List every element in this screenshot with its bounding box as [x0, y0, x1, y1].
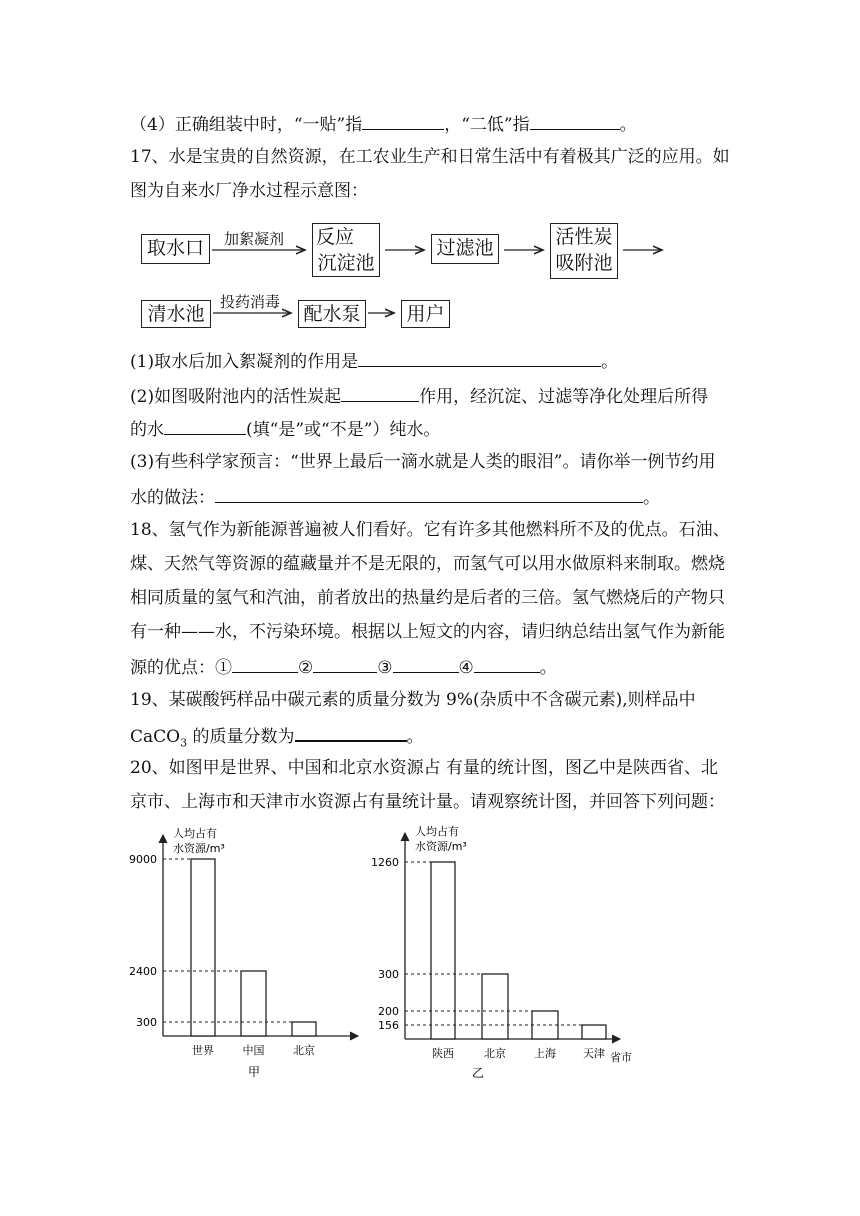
q18-text-d: ④ — [458, 658, 474, 678]
y-axis-label-line1: 人均占有 — [173, 827, 217, 840]
answer-blank[interactable] — [295, 724, 407, 742]
y-tick-label: 300 — [378, 968, 399, 981]
q16-text-c: 。 — [619, 115, 637, 135]
chart-caption: 甲 — [247, 1065, 261, 1079]
q17-sub2-text2: 作用，经沉淀、过滤等净化处理后所得 — [419, 387, 709, 407]
q17-sub3-text: 水的做法： — [130, 488, 215, 508]
flow-arrow-label-disinfect: 投药消毒 — [220, 293, 281, 311]
x-axis-label: 省市 — [610, 1051, 632, 1064]
x-tick-label: 上海 — [534, 1047, 556, 1060]
q19-text: 的质量分数为 — [187, 727, 295, 747]
answer-blank[interactable] — [362, 113, 444, 130]
q17-line2: 图为自来水厂净水过程示意图： — [130, 181, 368, 201]
q18-line3: 相同质量的氢气和汽油，前者放出的热量约是后者的三倍。氢气燃烧后的产物只 — [130, 588, 725, 608]
q17-line1: 17、水是宝贵的自然资源，在工农业生产和日常生活中有着极其广泛的应用。如 — [130, 147, 730, 167]
q19-line1: 19、某碳酸钙样品中碳元素的质量分数为 9%(杂质中不含碳元素),则样品中 — [130, 690, 696, 710]
bar — [582, 1025, 606, 1039]
q18-text-b: ② — [298, 658, 314, 678]
q19-formula-sub: 3 — [180, 736, 188, 750]
q17-sub2-text4: (填“是”或“不是”）纯水。 — [246, 420, 441, 440]
q17-sub1 — [130, 350, 618, 372]
q17-sub1-text: (1)取水后加入絮凝剂的作用是 — [130, 352, 359, 372]
answer-blank[interactable] — [393, 656, 459, 673]
bar — [532, 1011, 558, 1039]
y-axis-arrow — [159, 835, 167, 843]
x-tick-label: 天津 — [583, 1047, 605, 1060]
q16-text-a: （4）正确组装中时，“一贴”指 — [130, 115, 363, 135]
y-axis-label-line1: 人均占有 — [415, 825, 459, 838]
q18-text-a: 源的优点：① — [130, 658, 232, 678]
answer-blank[interactable] — [215, 486, 643, 503]
y-tick-label: 2400 — [129, 965, 157, 978]
y-axis-label-line2: 水资源/m³ — [415, 840, 467, 853]
q16-part4 — [130, 113, 637, 135]
y-tick-label: 300 — [136, 1016, 157, 1029]
x-tick-label: 陕西 — [432, 1047, 454, 1060]
bar — [431, 862, 455, 1039]
q17-sub3-end: 。 — [643, 488, 660, 508]
flow-box-pump: 配水泵 — [298, 300, 366, 328]
flow-box-filter: 过滤池 — [431, 234, 499, 264]
q17-sub2-line2 — [130, 418, 440, 440]
answer-blank[interactable] — [341, 385, 419, 402]
q17-sub2-text: (2)如图吸附池内的活性炭起 — [130, 387, 342, 407]
q17-sub2-text3: 的水 — [130, 420, 164, 440]
chart-caption: 乙 — [471, 1066, 485, 1080]
y-axis-label-line2: 水资源/m³ — [173, 842, 225, 855]
q17-sub3-line2 — [130, 486, 660, 508]
q18-text-c: ③ — [377, 658, 393, 678]
q17-sub2-line1 — [130, 385, 708, 407]
answer-blank[interactable] — [313, 656, 377, 673]
flow-box-react-line1: 反应 — [316, 226, 355, 248]
flow-box-carbon-line2: 吸附池 — [555, 252, 613, 274]
flow-box-react-line2: 沉淀池 — [317, 252, 375, 274]
bar — [482, 974, 508, 1039]
flow-box-user: 用户 — [401, 300, 450, 328]
q18-line1: 18、氢气作为新能源普遍被人们看好。它有许多其他燃料所不及的优点。石油、 — [130, 520, 730, 540]
q19-line2 — [130, 724, 424, 753]
x-tick-label: 北京 — [293, 1044, 315, 1057]
q18-line5 — [130, 656, 557, 678]
y-tick-label: 156 — [378, 1019, 399, 1032]
y-tick-label: 200 — [378, 1005, 399, 1018]
answer-blank[interactable] — [358, 350, 601, 367]
answer-blank[interactable] — [164, 418, 246, 435]
answer-blank[interactable] — [530, 113, 620, 130]
x-axis-arrow — [350, 1032, 358, 1040]
y-tick-label: 9000 — [129, 853, 157, 866]
q18-line4: 有一种——水，不污染环境。根据以上短文的内容，请归纳总结出氢气作为新能 — [130, 622, 725, 642]
q18-line2: 煤、天然气等资源的蕴藏量并不是无限的，而氢气可以用水做原料来制取。燃烧 — [130, 554, 725, 574]
flow-box-clear: 清水池 — [141, 300, 211, 328]
q20-line1: 20、如图甲是世界、中国和北京水资源占 有量的统计图，图乙中是陕西省、北 — [130, 758, 719, 778]
bar — [191, 859, 215, 1036]
flow-box-carbon-line1: 活性炭 — [555, 226, 613, 248]
flow-arrow-label-coagulant: 加絮凝剂 — [224, 230, 285, 248]
q17-sub1-end: 。 — [601, 352, 619, 372]
q19-end: 。 — [406, 727, 424, 747]
bar — [292, 1022, 316, 1036]
q16-text-b: ，“二低”指 — [444, 115, 530, 135]
bar — [241, 971, 266, 1036]
flow-box-carbon — [550, 223, 618, 279]
x-tick-label: 中国 — [242, 1044, 265, 1057]
flow-box-react — [312, 223, 380, 277]
q19-formula: CaCO — [130, 727, 181, 747]
y-tick-label: 1260 — [371, 856, 399, 869]
y-axis-arrow — [401, 833, 409, 841]
flow-box-take: 取水口 — [141, 234, 210, 264]
q17-sub3-line1: (3)有些科学家预言：“世界上最后一滴水就是人类的眼泪”。请你举一例节约用 — [130, 452, 716, 472]
answer-blank[interactable] — [474, 656, 540, 673]
q18-text-e: 。 — [539, 658, 557, 678]
x-axis-arrow — [612, 1035, 620, 1043]
q20-line2: 京市、上海市和天津市水资源占有量统计量。请观察统计图，并回答下列问题： — [130, 792, 725, 812]
x-tick-label: 世界 — [192, 1044, 214, 1057]
answer-blank[interactable] — [232, 656, 298, 673]
x-tick-label: 北京 — [484, 1047, 506, 1060]
